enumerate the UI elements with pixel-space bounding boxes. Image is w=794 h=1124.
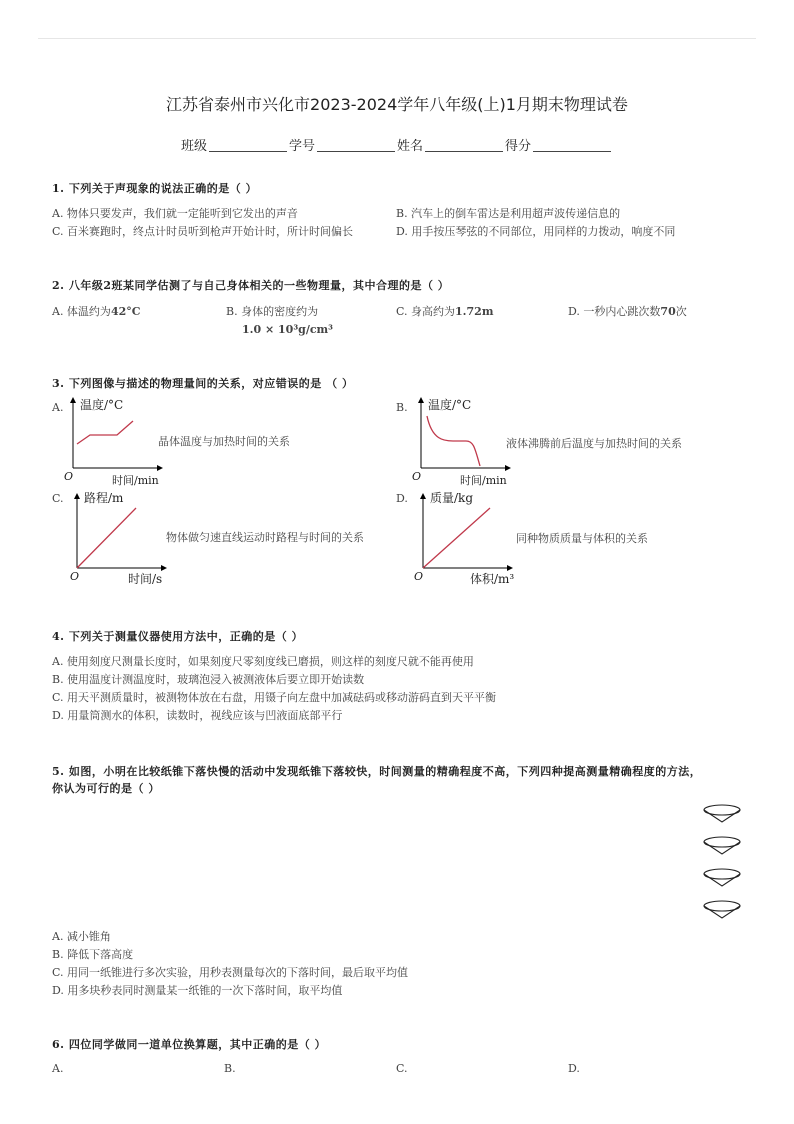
q3-stem: 3. 下列图像与描述的物理量间的关系，对应错误的是 （ ）: [52, 377, 354, 390]
q5-option-d[interactable]: D. 用多块秒表同时测量某一纸锥的一次下落时间，取平均值: [52, 984, 343, 997]
page-title: 江苏省泰州市兴化市2023-2024学年八年级(上)1月期末物理试卷: [166, 95, 628, 114]
q4-option-c[interactable]: C. 用天平测质量时，被测物体放在右盘，用镊子向左盘中加减砝码或移动游码直到天平平衡: [52, 691, 497, 704]
score-label: 得分: [505, 139, 532, 154]
q1-option-c[interactable]: C. 百米赛跑时，终点计时员听到枪声开始计时，所计时间偏长: [52, 225, 354, 238]
q1-option-a[interactable]: A. 物体只要发声，我们就一定能听到它发出的声音: [52, 207, 298, 220]
q2-option-d[interactable]: [568, 303, 687, 319]
q3-b-xlabel: 时间/min: [460, 474, 507, 487]
q2-c-text: C. 身高约为: [396, 305, 456, 318]
class-label: 班级: [180, 139, 207, 154]
paper-cone-1: [704, 805, 740, 822]
q3-d-origin: O: [414, 570, 424, 583]
q5-stem-line1: 5. 如图，小明在比较纸锥下落快慢的活动中发现纸锥下落较快，时间测量的精确程度不高，下列四种提高测量精确程度的方法，: [52, 765, 702, 778]
q3-graph-d: [408, 486, 520, 586]
q3-b-ylabel: 温度/°C: [428, 398, 472, 412]
q4-stem: 4. 下列关于测量仪器使用方法中，正确的是（ ）: [52, 630, 304, 643]
q5-option-c[interactable]: C. 用同一纸锥进行多次实验，用秒表测量每次的下落时间，最后取平均值: [52, 966, 409, 979]
q1-option-d[interactable]: D. 用手按压琴弦的不同部位，用同样的力拨动，响度不同: [396, 225, 676, 238]
q3-a-xlabel: 时间/min: [112, 474, 159, 486]
q3-c-origin: O: [70, 570, 80, 583]
q3-c-description: 物体做匀速直线运动时路程与时间的关系: [166, 531, 364, 544]
number-blank: [317, 139, 395, 152]
class-blank: [209, 139, 287, 152]
q3-option-b-letter[interactable]: B.: [396, 401, 408, 414]
q1-stem: 1. 下列关于声现象的说法正确的是（ ）: [52, 182, 258, 195]
student-info-row: [0, 135, 794, 154]
q3-a-ylabel: 温度/°C: [80, 398, 124, 412]
q3-d-line: [423, 508, 490, 568]
score-blank: [533, 139, 611, 152]
q4-option-a[interactable]: A. 使用刻度尺测量长度时，如果刻度尺零刻度线已磨损，则这样的刻度尺就不能再使用: [52, 655, 474, 668]
q2-a-value: 42°C: [110, 305, 141, 318]
top-divider: [38, 38, 756, 39]
q3-graph-a: [60, 394, 170, 486]
q5-paper-cones-figure: [700, 800, 746, 922]
q3-b-origin: O: [412, 470, 422, 483]
q6-stem: 6. 四位同学做同一道单位换算题，其中正确的是（ ）: [52, 1038, 327, 1051]
name-label: 姓名: [397, 139, 424, 154]
q2-d-text: D. 一秒内心跳次数: [568, 305, 661, 318]
q5-option-b[interactable]: B. 降低下落高度: [52, 948, 134, 961]
q3-c-ylabel: 路程/m: [84, 491, 124, 505]
q2-option-a[interactable]: [52, 303, 141, 319]
q3-option-d-letter[interactable]: D.: [396, 492, 408, 505]
q6-option-d[interactable]: D.: [568, 1062, 580, 1075]
q2-option-b[interactable]: [226, 303, 333, 336]
q2-b-text: B. 身体的密度约为: [226, 305, 319, 318]
q3-d-description: 同种物质质量与体积的关系: [516, 532, 648, 545]
q3-graph-b: [408, 394, 518, 488]
q2-stem: 2. 八年级2班某同学估测了与自己身体相关的一些物理量，其中合理的是（ ）: [52, 279, 450, 292]
q3-d-ylabel: 质量/kg: [430, 491, 473, 505]
q2-d-value: 70: [660, 305, 676, 318]
q2-c-value: 1.72m: [455, 305, 494, 318]
q3-b-description: 液体沸腾前后温度与加热时间的关系: [506, 437, 682, 450]
q1-option-b[interactable]: B. 汽车上的倒车雷达是利用超声波传递信息的: [396, 207, 621, 220]
q3-b-curve: [427, 416, 480, 466]
q2-b-value: 1.0 × 10³g/cm³: [242, 323, 334, 336]
q3-c-xlabel: 时间/s: [128, 572, 163, 586]
q2-a-text: A. 体温约为: [52, 305, 111, 318]
q3-option-c-letter[interactable]: C.: [52, 492, 64, 505]
q5-stem-line2: 你认为可行的是（ ）: [52, 782, 160, 795]
q4-option-d[interactable]: D. 用量筒测水的体积，读数时，视线应该与凹液面底部平行: [52, 709, 343, 722]
q3-c-line: [77, 508, 136, 568]
q2-option-c[interactable]: [396, 303, 493, 319]
q3-option-a-letter[interactable]: A.: [52, 401, 64, 414]
q2-d-unit: 次: [675, 305, 687, 318]
q6-option-c[interactable]: C.: [396, 1062, 408, 1075]
q3-a-origin: O: [64, 470, 74, 483]
q3-d-xlabel: 体积/m³: [470, 572, 515, 586]
q5-option-a[interactable]: A. 减小锥角: [52, 930, 111, 943]
q3-a-curve: [77, 421, 133, 444]
paper-cone-4: [704, 901, 740, 918]
number-label: 学号: [288, 139, 315, 154]
name-blank: [425, 139, 503, 152]
q6-option-b[interactable]: B.: [224, 1062, 236, 1075]
q3-a-description: 晶体温度与加热时间的关系: [158, 435, 290, 448]
paper-cone-3: [704, 869, 740, 886]
q4-option-b[interactable]: B. 使用温度计测温度时，玻璃泡浸入被测液体后要立即开始读数: [52, 673, 365, 686]
q3-graph-c: [62, 486, 174, 586]
q6-option-a[interactable]: A.: [52, 1062, 64, 1075]
paper-cone-2: [704, 837, 740, 854]
